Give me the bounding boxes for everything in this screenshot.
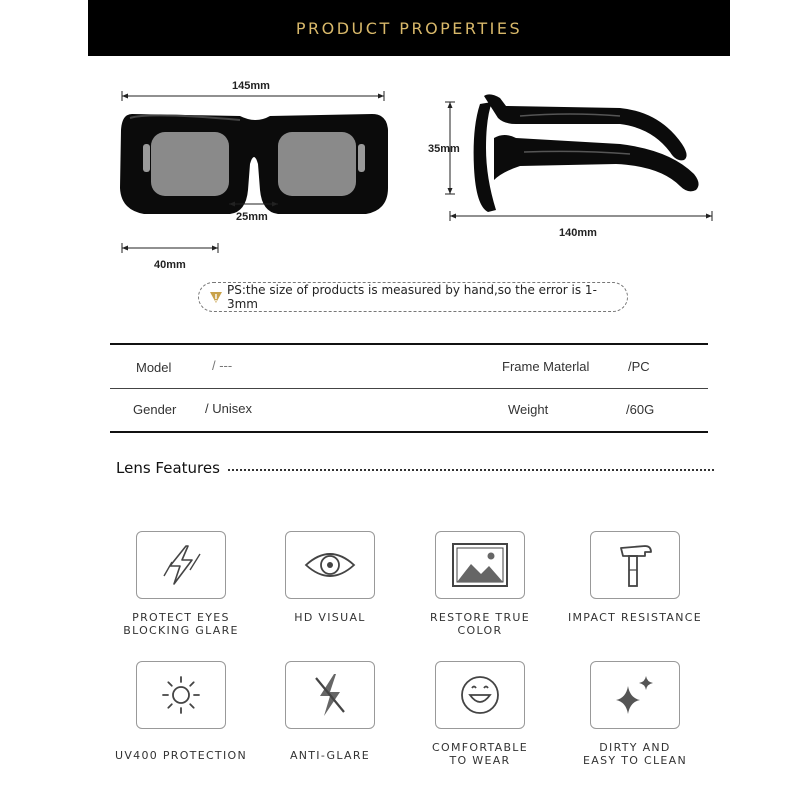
picture-icon <box>451 542 509 588</box>
dotted-divider <box>228 469 714 471</box>
table-bottom-rule <box>110 431 708 433</box>
measurement-note-text: PS:the size of products is measured by hand,so the error is 1-3mm <box>226 283 597 311</box>
feature-dirty-and-easy-to-clean <box>565 661 705 767</box>
feature-icon-box <box>590 661 680 729</box>
lens-features-grid <box>88 500 728 800</box>
total-width-label: 145mm <box>232 80 270 92</box>
measurement-note <box>198 282 628 312</box>
feature-icon-box <box>435 531 525 599</box>
feature-icon-box <box>285 661 375 729</box>
temple-length-label: 140mm <box>559 227 597 239</box>
feature-protect-eyes <box>111 531 251 637</box>
feature-icon-box <box>590 531 680 599</box>
lens-width-dimension-line <box>122 243 218 253</box>
spec-table <box>110 343 708 433</box>
feature-icon-box <box>136 661 226 729</box>
eye-icon <box>302 545 358 585</box>
table-top-rule <box>110 343 708 345</box>
temple-length-dimension-line <box>450 211 712 221</box>
lens-features-title: Lens Features <box>116 459 220 477</box>
spec-label-gender: Gender <box>133 402 177 417</box>
anti-glare-icon <box>310 670 350 720</box>
feature-label: ANTI-GLARE <box>289 749 371 762</box>
feature-icon-box <box>136 531 226 599</box>
spec-value-weight: /60G <box>626 402 655 417</box>
sun-icon <box>159 673 203 717</box>
feature-label: DIRTY AND EASY TO CLEAN <box>583 741 687 767</box>
spec-value-gender: / Unisex <box>205 401 252 416</box>
feature-comfortable-to-wear <box>410 661 550 767</box>
feature-restore-true-color <box>410 531 550 637</box>
feature-label: HD VISUAL <box>294 611 366 624</box>
spec-value-frame-material: /PC <box>628 359 650 374</box>
lens-height-label: 35mm <box>428 143 460 155</box>
glasses-side <box>474 94 699 212</box>
feature-anti-glare <box>260 661 400 762</box>
sparkle-icon <box>610 672 660 718</box>
feature-icon-box <box>435 661 525 729</box>
table-middle-rule <box>110 388 708 389</box>
spec-label-model: Model <box>136 360 172 375</box>
feature-label: IMPACT RESISTANCE <box>567 611 703 624</box>
glasses-front <box>120 114 388 214</box>
page-header <box>88 0 730 56</box>
feature-hd-visual <box>260 531 400 624</box>
feature-label: PROTECT EYES BLOCKING GLARE <box>123 611 239 637</box>
feature-label: COMFORTABLE TO WEAR <box>432 741 528 767</box>
total-width-dimension-line <box>122 91 384 101</box>
feature-impact-resistance <box>565 531 705 624</box>
feature-icon-box <box>285 531 375 599</box>
smiley-icon <box>458 673 502 717</box>
bridge-width-label: 25mm <box>236 211 268 223</box>
header-title: PRODUCT PROPERTIES <box>295 18 523 38</box>
lightning-icon <box>156 540 206 590</box>
feature-label: RESTORE TRUE COLOR <box>429 611 530 637</box>
spec-label-frame-material: Frame Materlal <box>502 359 590 374</box>
front-view-diagram <box>110 78 400 278</box>
spec-value-model: / --- <box>212 358 233 373</box>
lens-width-label: 40mm <box>154 259 186 271</box>
feature-uv400-protection <box>111 661 251 762</box>
hammer-icon <box>615 540 655 590</box>
warning-icon <box>209 290 223 304</box>
spec-label-weight: Weight <box>508 402 549 417</box>
side-view-diagram <box>420 88 720 228</box>
feature-label: UV400 PROTECTION <box>114 749 247 762</box>
